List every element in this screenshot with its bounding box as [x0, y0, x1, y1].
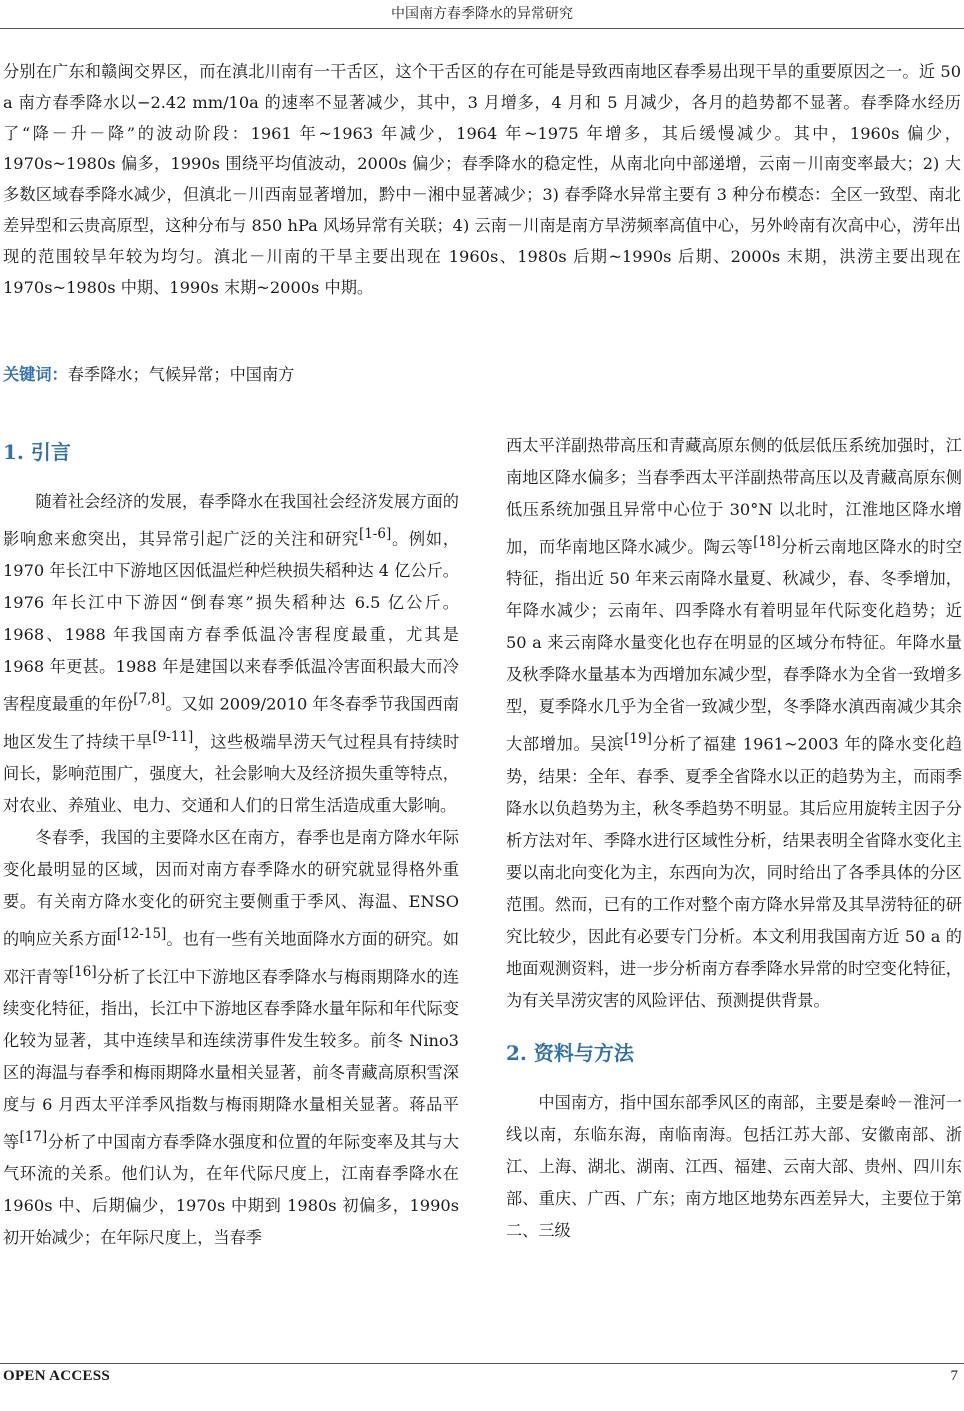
citation: [16]	[68, 963, 97, 980]
running-header: 中国南方春季降水的异常研究	[391, 6, 573, 22]
keywords-value: 春季降水；气候异常；中国南方	[67, 365, 295, 384]
intro-paragraph-1	[3, 486, 459, 822]
text-run: 。又如 2009/2010 年冬春季节我国西南地区发生了持续干旱	[3, 694, 459, 752]
keywords	[3, 360, 294, 390]
text-run: 。也有一些有关地面降水方面的研究。如邓汗青等	[3, 929, 460, 986]
text-run: 冬春季，我国的主要降水区在南方，春季也是南方降水年际变化最明显的区域，因而对南方春季降水的研究就显得格外重要。有关南方降水变化的研究主要侧重于季风、海温、ENSO 的响应关系方面	[3, 828, 459, 949]
citation: [19]	[624, 731, 652, 748]
text-run: 分析云南地区降水的时空特征，指出近 50 年来云南降水量夏、秋减少，春、冬季增加，年降水减少；云南年、四季降水有着明显年代际变化趋势；近 50 a 来云南降水量变化也存在明显的区域分布特征。年降水量及秋季降水量基本为西增加东减少型，春季降水为全省一致增多型，夏季降水几乎为全省一致减少型，冬季降水滇西南减少其余大部增加。吴滨	[506, 537, 963, 754]
citation: [7,8]	[133, 691, 166, 708]
keywords-label: 关键词：	[3, 365, 68, 384]
header-rule	[0, 28, 964, 29]
text-run: 西太平洋副热带高压和青藏高原东侧的低层低压系统加强时，江南地区降水偏多；当春季西太平洋副热带高压以及青藏高原东侧低压系统加强且异常中心位于 30°N 以北时，江淮地区降水增加，而华南地区降水减少。陶云等	[506, 436, 962, 557]
intro-paragraph-2	[3, 822, 459, 1254]
citation: [1-6]	[358, 526, 392, 542]
citation: [18]	[753, 534, 781, 550]
open-access-label: OPEN ACCESS	[3, 1368, 111, 1384]
section-heading-introduction: 1. 引言	[3, 440, 71, 464]
abstract-text: 分别在广东和赣闽交界区，而在滇北川南有一干舌区，这个干舌区的存在可能是导致西南地区春季易出现干旱的重要原因之一。近 50 a 南方春季降水以−2.42 mm/10a 的速率不显著减少，其中，3 月增多，4 月和 5 月减少，各月的趋势都不显著。春季降水经历了“降－升－降”的波动阶段：1961 年~1963 年减少，1964 年~1975 年增多，其后缓慢减少。其中，1960s 偏少，1970s~1980s 偏多，1990s 围绕平均值波动，2000s 偏少；春季降水的稳定性，从南北向中部递增，云南－川南变率最大；2) 大多数区域春季降水减少，但滇北－川西南显著增加，黔中－湘中显著减少；3) 春季降水异常主要有 3 种分布模态：全区一致型、南北差异型和云贵高原型，这种分布与 850 hPa 风场异常有关联；4) 云南－川南是南方旱涝频率高值中心，另外岭南有次高中心，涝年出现的范围较旱年较为均匀。滇北－川南的干旱主要出现在 1960s、1980s 后期~1990s 后期、2000s 末期，洪涝主要出现在 1970s~1980s 中期、1990s 末期~2000s 中期。	[3, 62, 961, 297]
citation: [9-11]	[152, 728, 194, 745]
methods-paragraph-1: 中国南方，指中国东部季风区的南部，主要是秦岭－淮河一线以南，东临东海，南临南海。包括江苏大部、安徽南部、浙江、上海、湖北、湖南、江西、福建、云南大部、贵州、四川东部、重庆、广西、广东；南方地区地势东西差异大，主要位于第二、三级	[506, 1092, 962, 1240]
right-column	[506, 430, 962, 1247]
text-run: ，这些极端旱涝天气过程具有持续时间长，影响范围广，强度大，社会影响大及经济损失重等特点，对农业、养殖业、电力、交通和人们的日常生活造成重大影响。	[3, 732, 460, 816]
text-run: 分析了中国南方春季降水强度和位置的年际变率及其与大气环流的关系。他们认为，在年代际尺度上，江南春季降水在 1960s 中、后期偏少，1970s 中期到 1980s 初偏多，1990s 初开始减少；在年际尺度上，当春季	[3, 1132, 460, 1248]
intro-paragraph-2-continued	[506, 430, 962, 1017]
citation: [12-15]	[116, 926, 167, 943]
footer-rule	[0, 1363, 964, 1364]
text-run: 随着社会经济的发展，春季降水在我国社会经济发展方面的影响愈来愈突出，其异常引起广泛的关注和研究	[3, 492, 459, 549]
page-number: 7	[950, 1368, 958, 1384]
citation: [17]	[19, 1128, 48, 1145]
left-column	[3, 430, 459, 1254]
text-run: 分析了长江中下游地区春季降水与梅雨期降水的连续变化特征，指出，长江中下游地区春季降水量年际和年代际变化较为显著，其中连续旱和连续涝事件发生较多。前冬 Nino3 区的海温与春季和梅雨期降水量相关显著，前冬青藏高原积雪深度与 6 月西太平洋季风指数与梅雨期降水量相关显著。蒋品平等	[3, 966, 459, 1152]
text-run: 。例如，1970 年长江中下游地区因低温烂种烂秧损失稻种达 4 亿公斤。1976 年长江中下游因“倒春寒”损失稻种达 6.5 亿公斤。1968、1988 年我国南方春季低温冷害程度最重，尤其是 1968 年更甚。1988 年是建国以来春季低温冷害面积最大而冷害程度最重的年份	[3, 529, 460, 714]
section-heading-data-methods: 2. 资料与方法	[506, 1040, 634, 1065]
text-run: 分析了福建 1961~2003 年的降水变化趋势，结果：全年、春季、夏季全省降水以正的趋势为主，而雨季降水以负趋势为主，秋冬季趋势不明显。其后应用旋转主因子分析方法对年、季降水进行区域性分析，结果表明全省降水变化主要以南北向变化为主，东西向为次，同时给出了各季具体的分区范围。然而，已有的工作对整个南方降水异常及其旱涝特征的研究比较少，因此有必要专门分析。本文利用我国南方近 50 a 的地面观测资料，进一步分析南方春季降水异常的时空变化特征，为有关旱涝灾害的风险评估、预测提供背景。	[506, 734, 963, 1010]
